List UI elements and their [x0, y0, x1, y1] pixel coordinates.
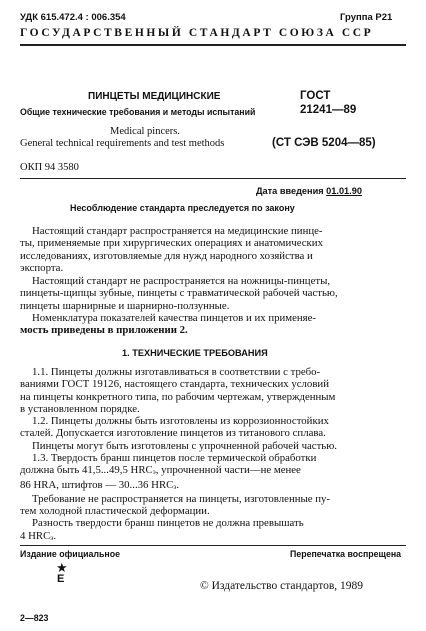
gost-number: 21241—89: [300, 104, 357, 116]
header-rule: [20, 44, 406, 46]
document-subtitle-en: General technical requirements and test methods: [20, 138, 225, 149]
text-line: Настоящий стандарт не распространяется на ножницы-пинцеты,: [32, 275, 331, 287]
text-line: Пинцеты могут быть изготовлены с упрочненной рабочей частью.: [32, 439, 338, 452]
okp-code: ОКП 94 3580: [20, 162, 79, 173]
text-line: пинцеты шарнирные и шарнирно-ползунные.: [20, 299, 230, 312]
footer-rule: [20, 545, 406, 546]
text-line: 1.1. Пинцеты должны изготавливаться в соответствии с требо-: [32, 366, 321, 378]
gost-label: ГОСТ: [300, 90, 331, 102]
state-standard-title: ГОСУДАРСТВЕННЫЙ СТАНДАРТ СОЮЗА ССР: [20, 27, 374, 39]
effective-date-label: Дата введения: [256, 186, 324, 196]
title-rule: [20, 178, 406, 179]
paragraph-scope: [20, 225, 406, 274]
text-line: на пинцеты конкретного типа, по рабочим чертежам, утвержденным: [20, 390, 336, 403]
clause-1-2: [20, 415, 406, 452]
text-line: тем холодной пластической деформации.: [20, 505, 210, 518]
text-line: 1.2. Пинцеты должны быть изготовлены из коррозионностойких: [32, 415, 329, 427]
text-line: 1.3. Твердость бранш пинцетов после термической обработки: [32, 452, 317, 464]
star-icon: ★: [56, 560, 68, 575]
clause-1-3: [20, 452, 406, 544]
clause-1-1: [20, 366, 406, 415]
paragraph-exclusions: [20, 275, 406, 312]
text-line: Требование не распространяется на пинцеты, изготовленные пу-: [32, 492, 331, 505]
reprint-prohibited-label: Перепечатка воспрещена: [290, 549, 402, 559]
paragraph-nomenclature: [20, 312, 406, 337]
document-subtitle-ru: Общие технические требования и методы испытаний: [20, 107, 256, 117]
st-sev-number: (СТ СЭВ 5204—85): [272, 137, 376, 149]
text-line: ваниями ГОСТ 19126, настоящего стандарта, технических условий: [20, 378, 329, 391]
document-title-ru: ПИНЦЕТЫ МЕДИЦИНСКИЕ: [88, 91, 221, 102]
text-line: Номенклатура показателей качества пинцетов и их применяе-: [32, 312, 317, 324]
edition-mark-letter: E: [57, 573, 65, 585]
section-heading: 1. ТЕХНИЧЕСКИЕ ТРЕБОВАНИЯ: [122, 348, 268, 358]
official-edition-label: Издание официальное: [20, 549, 120, 559]
text-line: в установленном порядке.: [20, 402, 140, 415]
text-line: мость приведены в приложении 2.: [20, 324, 188, 337]
document-title-en: Medical pincers.: [110, 126, 180, 137]
print-code: 2—823: [20, 613, 49, 623]
effective-date: [256, 186, 362, 196]
udc-code: УДК 615.472.4 : 006.354: [20, 12, 126, 23]
text-line: должна быть 41,5...49,5 $HRC_э$, упрочненной части—не менее: [20, 464, 301, 477]
text-line: 86 HRA, штифтов — 30...36 $HRC_э$.: [20, 478, 180, 491]
text-line: Разность твердости бранш пинцетов не должна превышать: [32, 517, 304, 530]
text-line: исследованиях, изготовляемые для нужд народного хозяйства и: [20, 249, 313, 262]
text-line: Настоящий стандарт распространяется на медицинские пинце-: [32, 225, 323, 237]
copyright-notice: © Издательство стандартов, 1989: [200, 580, 364, 592]
text-line: пинцеты-щипцы зубные, пинцеты с травматической рабочей частью,: [20, 287, 338, 300]
text-line: сталей. Допускается изготовление пинцетов из титанового сплава.: [20, 427, 326, 440]
effective-date-value: 01.01.90: [326, 186, 362, 196]
legal-warning: Несоблюдение стандарта преследуется по закону: [70, 203, 295, 213]
text-line: ты, применяемые при хирургических операциях и анатомических: [20, 237, 323, 250]
group-code: Группа Р21: [340, 12, 393, 23]
text-line: экспорта.: [20, 261, 64, 274]
text-line: 4 $HRC_э$.: [20, 529, 57, 542]
